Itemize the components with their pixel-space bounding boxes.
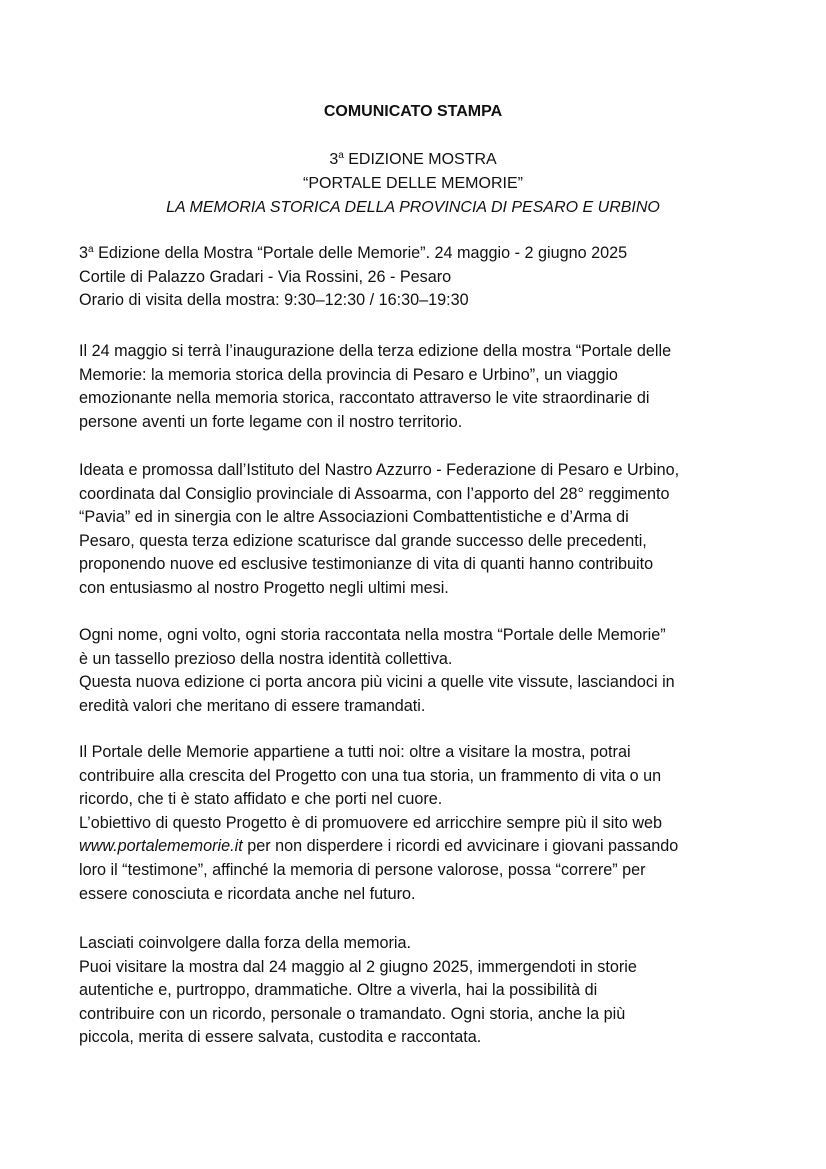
text-line: Memorie: la memoria storica della provincia di Pesaro e Urbino”, un viaggio bbox=[79, 365, 618, 384]
edition-number: 3 bbox=[79, 244, 89, 262]
edition-label: EDIZIONE MOSTRA bbox=[348, 151, 497, 168]
exhibit-subtitle: LA MEMORIA STORICA DELLA PROVINCIA DI PESARO E URBINO bbox=[166, 199, 660, 216]
paragraph-portal bbox=[79, 741, 759, 906]
event-hours: Orario di visita della mostra: 9:30–12:30 / 16:30–19:30 bbox=[79, 291, 469, 310]
text-line: Pesaro, questa terza edizione scaturisce dal grande successo delle precedenti, bbox=[79, 531, 647, 550]
text-line: piccola, merita di essere salvata, custodita e raccontata. bbox=[79, 1028, 482, 1047]
text-line: ricordo, che ti è stato affidato e che porti nel cuore. bbox=[79, 790, 443, 809]
edition-number: 3 bbox=[329, 151, 339, 168]
paragraph-organizers bbox=[79, 459, 759, 601]
text-line: contribuire alla crescita del Progetto con una tua storia, un frammento di vita o un bbox=[79, 766, 662, 785]
paragraph-identity bbox=[79, 624, 759, 718]
text-line: proponendo nuove ed esclusive testimonianze di vita di quanti hanno contribuito bbox=[79, 555, 654, 574]
text-line: Questa nuova edizione ci porta ancora più vicini a quelle vite vissute, lasciandoci in bbox=[79, 673, 675, 692]
text-line: contribuire con un ricordo, personale o tramandato. Ogni storia, anche la più bbox=[79, 1004, 626, 1023]
text-line: coordinata dal Consiglio provinciale di Assoarma, con l’apporto del 28° reggimento bbox=[79, 484, 670, 503]
paragraph-inauguration bbox=[79, 340, 759, 434]
text-line: Lasciati coinvolgere dalla forza della memoria. bbox=[79, 934, 412, 952]
text-fragment: per non disperdere i ricordi ed avvicinare i giovani passando bbox=[242, 837, 679, 856]
exhibit-title: “PORTALE DELLE MEMORIE” bbox=[303, 175, 523, 192]
text-line: persone aventi un forte legame con il nostro territorio. bbox=[79, 412, 463, 431]
text-line: essere conosciuta e ricordata anche nel futuro. bbox=[79, 884, 416, 903]
text-line: eredità valori che meritano di essere tramandati. bbox=[79, 696, 426, 715]
text-line: L’obiettivo di questo Progetto è di promuovere ed arricchire sempre più il sito web bbox=[79, 813, 663, 832]
text-line: Puoi visitare la mostra dal 24 maggio al 2 giugno 2025, immergendoti in storie bbox=[79, 957, 637, 976]
text-line: emozionante nella memoria storica, raccontato attraverso le vite straordinarie di bbox=[79, 389, 650, 408]
text-line: loro il “testimone”, affinché la memoria di persone valorose, possa “correre” per bbox=[79, 860, 646, 879]
event-dates: Edizione della Mostra “Portale delle Memorie”. 24 maggio - 2 giugno 2025 bbox=[93, 244, 628, 262]
website-link[interactable]: www.portalememorie.it bbox=[79, 837, 243, 856]
text-line: Ogni nome, ogni volto, ogni storia raccontata nella mostra “Portale delle Memorie” bbox=[79, 626, 666, 644]
event-location: Cortile di Palazzo Gradari - Via Rossini, 26 - Pesaro bbox=[79, 267, 452, 286]
edition-heading bbox=[0, 149, 826, 171]
edition-ordinal: a bbox=[88, 244, 94, 255]
edition-ordinal: a bbox=[338, 150, 344, 161]
text-line bbox=[79, 835, 759, 859]
text-line: Il Portale delle Memorie appartiene a tutti noi: oltre a visitare la mostra, potrai bbox=[79, 743, 631, 761]
text-line: Ideata e promossa dall’Istituto del Nastro Azzurro - Federazione di Pesaro e Urbino, bbox=[79, 461, 680, 479]
document-title: COMUNICATO STAMPA bbox=[323, 103, 503, 120]
text-line: Il 24 maggio si terrà l’inaugurazione della terza edizione della mostra “Portale delle bbox=[79, 342, 672, 360]
paragraph-closing bbox=[79, 932, 759, 1050]
text-line: è un tassello prezioso della nostra identità collettiva. bbox=[79, 649, 453, 668]
event-info bbox=[79, 242, 759, 313]
text-line: con entusiasmo al nostro Progetto negli ultimi mesi. bbox=[79, 578, 449, 597]
event-info-line bbox=[79, 242, 759, 266]
text-line: “Pavia” ed in sinergia con le altre Associazioni Combattentistiche e d’Arma di bbox=[79, 508, 629, 527]
text-line: autentiche e, purtroppo, drammatiche. Oltre a viverla, hai la possibilità di bbox=[79, 981, 598, 1000]
